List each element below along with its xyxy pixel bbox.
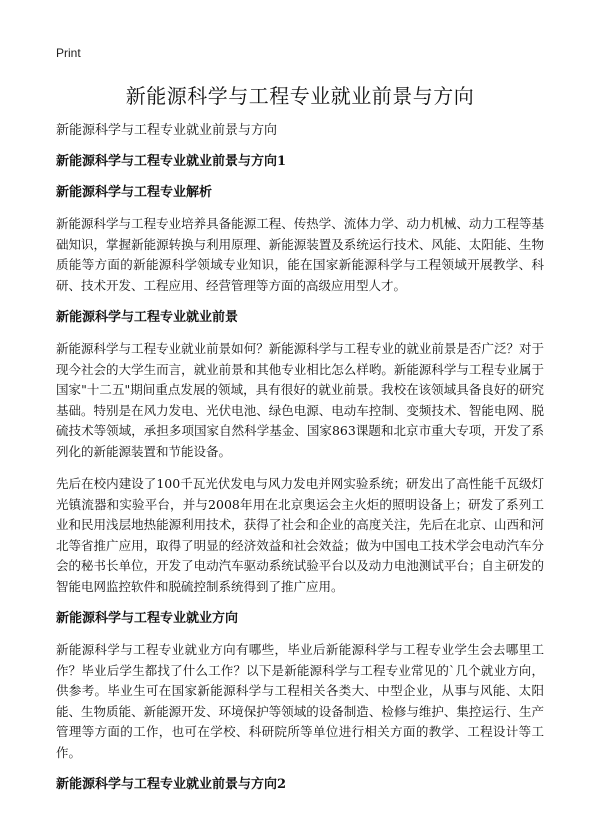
- section-heading-directions: 新能源科学与工程专业就业方向: [56, 611, 239, 626]
- paragraph-analysis: 新能源科学与工程专业培养具备能源工程、传热学、流体力学、动力机械、动力工程等基础知识，掌握新能源转换与利用原理、新能源装置及系统运行技术、风能、太阳能、生物质能等方面的新能源科学领域专业知识，能在国家新能源科学与工程领域开展教学、科研、技术开发、工程应用、经营管理等方面的高级应用型人才。: [56, 216, 544, 293]
- document-subtitle: 新能源科学与工程专业就业前景与方向: [56, 123, 278, 138]
- paragraph-directions: 新能源科学与工程专业就业方向有哪些，毕业后新能源科学与工程专业学生会去哪里工作？毕业后学生都找了什么工作？以下是新能源科学与工程专业常见的`几个就业方向，供参考。毕业生可在国家新能源科学与工程相关各类大、中型企业，从事与风能、太阳能、生物质能、新能源开发、环境保护等领域的设备制造、检修与维护、集控运行、生产管理等方面的工作，也可在学校、科研院所等单位进行相关方面的教学、工程设计等工作。: [56, 642, 544, 760]
- paragraph-prospects-2: 先后在校内建设了100千瓦光伏发电与风力发电并网实验系统；研发出了高性能千瓦级灯光镇流器和实验平台，并与2008年用在北京奥运会主火炬的照明设备上；研发了系列工业和民用浅层地热能源利用技术，获得了社会和企业的高度关注，先后在北京、山西和河北等省推广应用，取得了明显的经济效益和社会效益；做为中国电工技术学会电动汽车分会的秘书长单位，开发了电动汽车驱动系统试验平台以及动力电池测试平台；自主研发的智能电网监控软件和脱硫控制系统得到了推广应用。: [56, 476, 544, 594]
- paragraph-prospects-1: 新能源科学与工程专业就业前景如何？新能源科学与工程专业的就业前景是否广泛？对于现今社会的大学生而言，就业前景和其他专业相比怎么样哟。新能源科学与工程专业属于国家"十二五"期间重点发展的领域，具有很好的就业前景。我校在该领域具备良好的研究基础。特别是在风力发电、光伏电池、绿色电源、电动车控制、变频技术、智能电网、脱硫技术等领域，承担多项国家自然科学基金、国家863课题和北京市重大专项，开发了系列化的新能源装置和节能设备。: [56, 341, 544, 459]
- section-heading-prospects: 新能源科学与工程专业就业前景: [56, 310, 239, 325]
- section-heading-1: 新能源科学与工程专业就业前景与方向1: [56, 154, 287, 169]
- document-body: [56, 121, 544, 806]
- document-title: 新能源科学与工程专业就业前景与方向: [125, 84, 475, 108]
- print-label[interactable]: Print: [56, 46, 81, 60]
- section-heading-2: 新能源科学与工程专业就业前景与方向2: [56, 777, 287, 792]
- section-heading-analysis: 新能源科学与工程专业解析: [56, 185, 213, 200]
